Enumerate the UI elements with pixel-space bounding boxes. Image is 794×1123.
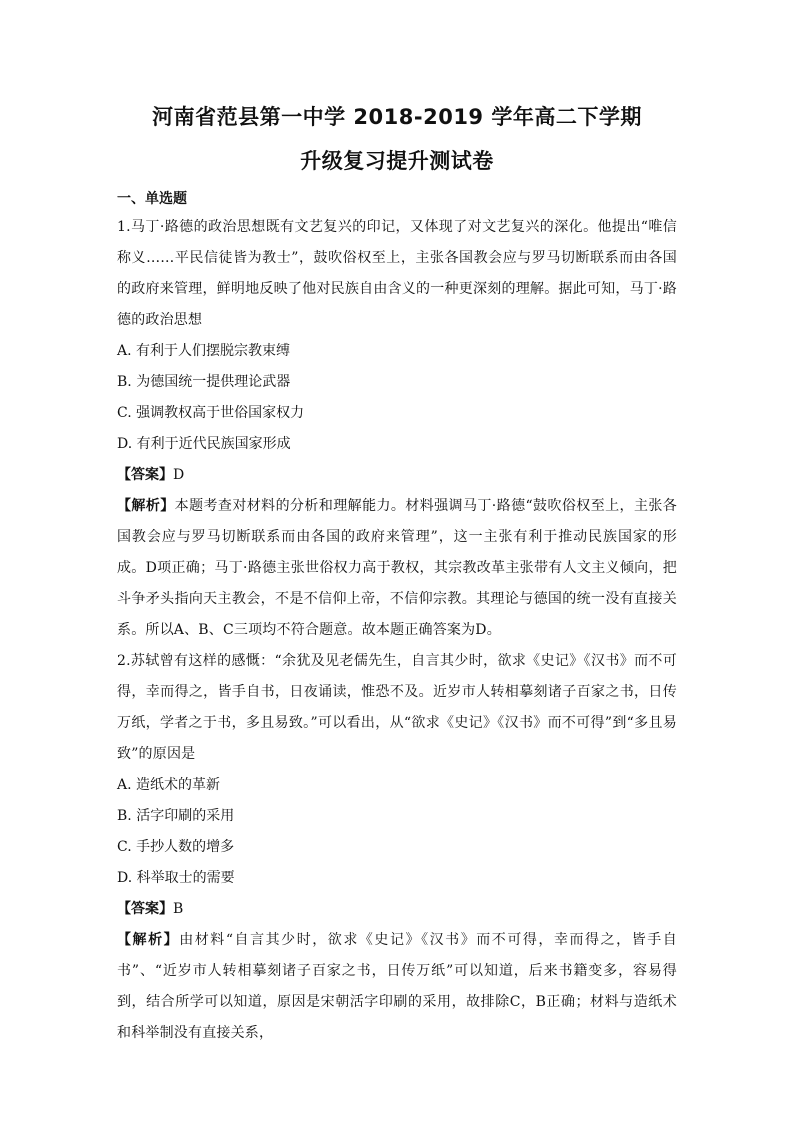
document-title-line1: 河南省范县第一中学 2018-2019 学年高二下学期 [152,105,642,129]
question-stem: 1.马丁·路德的政治思想既有文艺复兴的印记，又体现了对文艺复兴的深化。他提出“唯信称义……平民信徒皆为教士”，鼓吹俗权至上，主张各国教会应与罗马切断联系而由各国的政府来管理，鲜明地反映了他对民族自由含义的一种更深刻的理解。据此可知，马丁·路德的政治思想 [117,219,677,328]
answer-value: B [173,901,184,917]
question-stem: 2.苏轼曾有这样的感慨：“余犹及见老儒先生，自言其少时，欲求《史记》《汉书》而不可得，幸而得之，皆手自书，日夜诵读，惟恐不及。近岁市人转相摹刻诸子百家之书，日传万纸，学者之于书，多且易致。”可以看出，从“欲求《史记》《汉书》而不可得”到“多且易致”的原因是 [117,653,677,762]
answer-line [117,460,677,491]
analysis-paragraph [117,925,677,1049]
analysis-label: 【解析】 [117,498,175,514]
analysis-text: 本题考查对材料的分析和理解能力。材料强调马丁·路德“鼓吹俗权至上，主张各国教会应与罗马切断联系而由各国的政府来管理”，这一主张有利于推动民族国家的形成。D项正确；马丁·路德主张世俗权力高于教权，其宗教改革主张带有人文主义倾向，把斗争矛头指向天主教会，不是不信仰上帝，不信仰宗教。其理论与德国的统一没有直接关系。所以A、B、C三项均不符合题意。故本题正确答案为D。 [117,498,677,638]
analysis-paragraph [117,491,677,646]
analysis-label: 【解析】 [117,932,180,948]
option-c: C. 手抄人数的增多 [117,839,235,855]
option-d: D. 科举取士的需要 [117,870,235,886]
document-page [117,100,677,1049]
option-b: B. 为德国统一提供理论武器 [117,374,291,390]
document-title-line2: 升级复习提升测试卷 [300,149,494,173]
section-heading: 一、单选题 [117,191,187,207]
option-d: D. 有利于近代民族国家形成 [117,436,291,452]
answer-line [117,894,677,925]
option-a: A. 造纸术的革新 [117,777,221,793]
question-2 [117,646,677,1049]
answer-value: D [173,467,185,483]
option-b: B. 活字印刷的采用 [117,808,235,824]
question-1 [117,212,677,646]
option-c: C. 强调教权高于世俗国家权力 [117,405,305,421]
answer-label: 【答案】 [117,901,173,917]
analysis-text: 由材料“自言其少时，欲求《史记》《汉书》而不可得，幸而得之，皆手自书”、“近岁市人转相摹刻诸子百家之书，日传万纸”可以知道，后来书籍变多，容易得到，结合所学可以知道，原因是宋朝活字印刷的采用，故排除C，B正确；材料与造纸术和科举制没有直接关系， [117,932,677,1041]
answer-label: 【答案】 [117,467,173,483]
option-a: A. 有利于人们摆脱宗教束缚 [117,343,291,359]
